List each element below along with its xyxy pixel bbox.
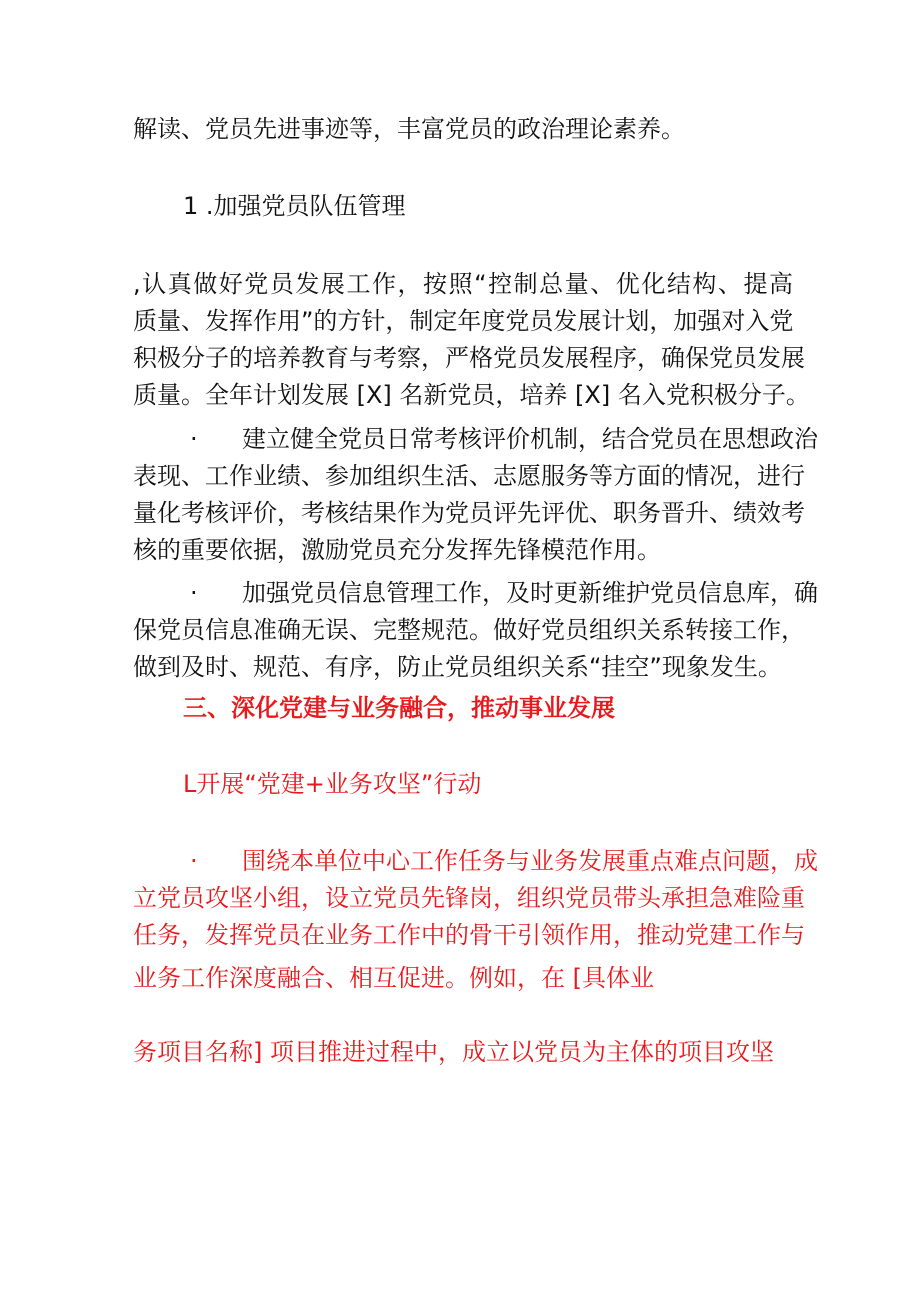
section-1-para1-line-4: 质量。全年计划发展 [X] 名新党员，培养 [X] 名入党积极分子。 [133,381,810,409]
bullet-dot-icon: · [190,847,198,875]
section-1-para3-line-3: 做到及时、规范、有序，防止党员组织关系“挂空”现象发生。 [133,653,782,681]
section-1-para1-line-3: 积极分子的培养教育与考察，严格党员发展程序，确保党员发展 [133,344,805,372]
section-1-para2-line-2: 表现、工作业绩、参加组织生活、志愿服务等方面的情况，进行 [133,462,805,490]
section-3-para1-line-2: 立党员攻坚小组，设立党员先锋岗，组织党员带头承担急难险重 [133,884,805,912]
section-1-para3-first-line [190,578,818,608]
intro-tail-line: 解读、党员先进事迹等，丰富党员的政治理论素养。 [133,115,685,143]
section-1-para2-line-4: 核的重要依据，激励党员充分发挥先锋模范作用。 [133,536,661,564]
section-3-para2-line: 务项目名称] 项目推进过程中，成立以党员为主体的项目攻坚 [133,1038,774,1066]
section-3-subheading: L开展“党建+业务攻坚”行动 [183,770,482,798]
section-1-heading: 1 .加强党员队伍管理 [183,192,406,220]
bullet-dot-icon: · [190,425,198,453]
section-3-para1-line-3: 任务，发挥党员在业务工作中的骨干引领作用，推动党建工作与 [133,921,805,949]
section-1-para3-line-2: 保党员信息准确无误、完整规范。做好党员组织关系转接工作， [133,616,805,644]
section-1-para1-line-2: 质量、发挥作用”的方针，制定年度党员发展计划，加强对入党 [133,307,794,335]
section-1-para2-first-line [190,424,818,454]
bullet-dot-icon: · [190,579,198,607]
section-1-para2-line-3: 量化考核评价，考核结果作为党员评先评优、职务晋升、绩效考 [133,499,805,527]
section-3-heading: 三、深化党建与业务融合，推动事业发展 [183,694,615,722]
section-3-para1-first-line [190,846,818,876]
section-3-para1-line-4: 业务工作深度融合、相互促进。例如，在 [具体业 [133,964,654,992]
section-1-para1-line-1: ,认真做好党员发展工作，按照“控制总量、优化结构、提高 [133,270,793,298]
section-1-para2-line-1: 建立健全党员日常考核评价机制，结合党员在思想政治 [242,425,818,453]
section-1-para3-line-1: 加强党员信息管理工作，及时更新维护党员信息库，确 [242,579,818,607]
section-3-para1-line-1: 围绕本单位中心工作任务与业务发展重点难点问题，成 [242,847,818,875]
